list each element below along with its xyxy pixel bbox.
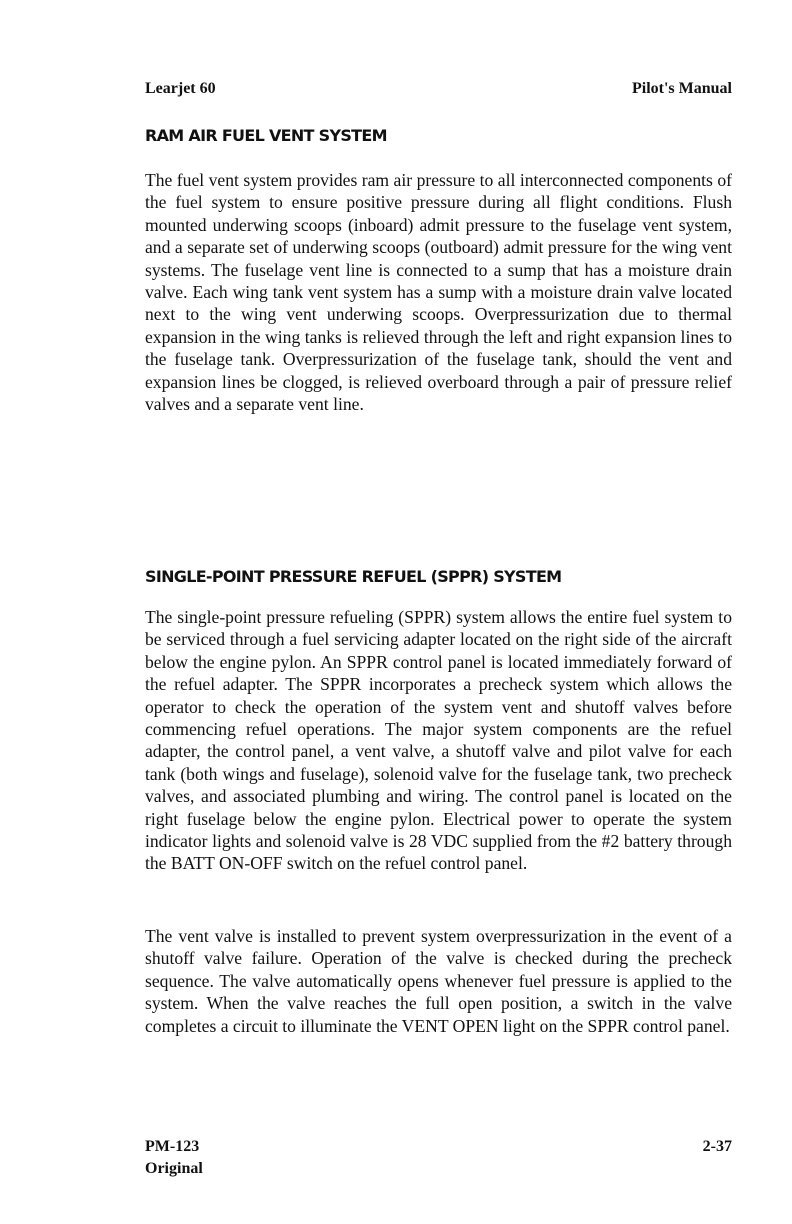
header-aircraft-model: Learjet 60 bbox=[145, 80, 216, 97]
footer-page-number: 2-37 bbox=[702, 1138, 732, 1155]
paragraph-fuel-vent-system: The fuel vent system provides ram air pressure to all interconnected components of the fuel system to ensure positive pressure during all flight conditions. Flush mounted underwing scoops (inboard) admit pressure to the fuselage vent system, and a separate set of underwing scoops (outboard) admit pressure for the wing vent systems. The fuselage vent line is connected to a sump that has a moisture drain valve. Each wing tank vent system has a sump with a moisture drain valve located next to the wing vent underwing scoops. Overpressurization due to thermal expansion in the wing tanks is relieved through the left and right expansion lines to the fuselage tank. Overpressurization of the fuselage tank, should the vent and expansion lines be clogged, is relieved overboard through a pair of pressure relief valves and a separate vent line. bbox=[145, 170, 732, 415]
section-heading-sppr-system: SINGLE-POINT PRESSURE REFUEL (SPPR) SYSTEM bbox=[145, 567, 562, 586]
section-heading-ram-air-fuel-vent: RAM AIR FUEL VENT SYSTEM bbox=[145, 126, 387, 145]
footer-document-number: PM-123 bbox=[145, 1138, 200, 1155]
footer-document-info bbox=[145, 1136, 203, 1180]
paragraph-vent-valve: The vent valve is installed to prevent system overpressurization in the event of a shutoff valve failure. Operation of the valve is checked during the precheck sequence. The valve automatically opens whenever fuel pressure is applied to the system. When the valve reaches the full open position, a switch in the valve completes a circuit to illuminate the VENT OPEN light on the SPPR control panel. bbox=[145, 926, 732, 1036]
paragraph-sppr-overview: The single-point pressure refueling (SPPR) system allows the entire fuel system to be serviced through a fuel servicing adapter located on the right side of the aircraft below the engine pylon. An SPPR control panel is located immediately forward of the refuel adapter. The SPPR incorporates a precheck system which allows the operator to check the operation of the system vent and shutoff valves before commencing refuel operations. The major system components are the refuel adapter, the control panel, a vent valve, a shutoff valve and pilot valve for each tank (both wings and fuselage), solenoid valve for the fuselage tank, two precheck valves, and associated plumbing and wiring. The control panel is located on the right fuselage below the engine pylon. Electrical power to operate the system indicator lights and solenoid valve is 28 VDC supplied from the #2 battery through the BATT ON-OFF switch on the refuel control panel. bbox=[145, 607, 732, 874]
footer-revision: Original bbox=[145, 1160, 203, 1177]
header-manual-title: Pilot's Manual bbox=[631, 80, 732, 97]
